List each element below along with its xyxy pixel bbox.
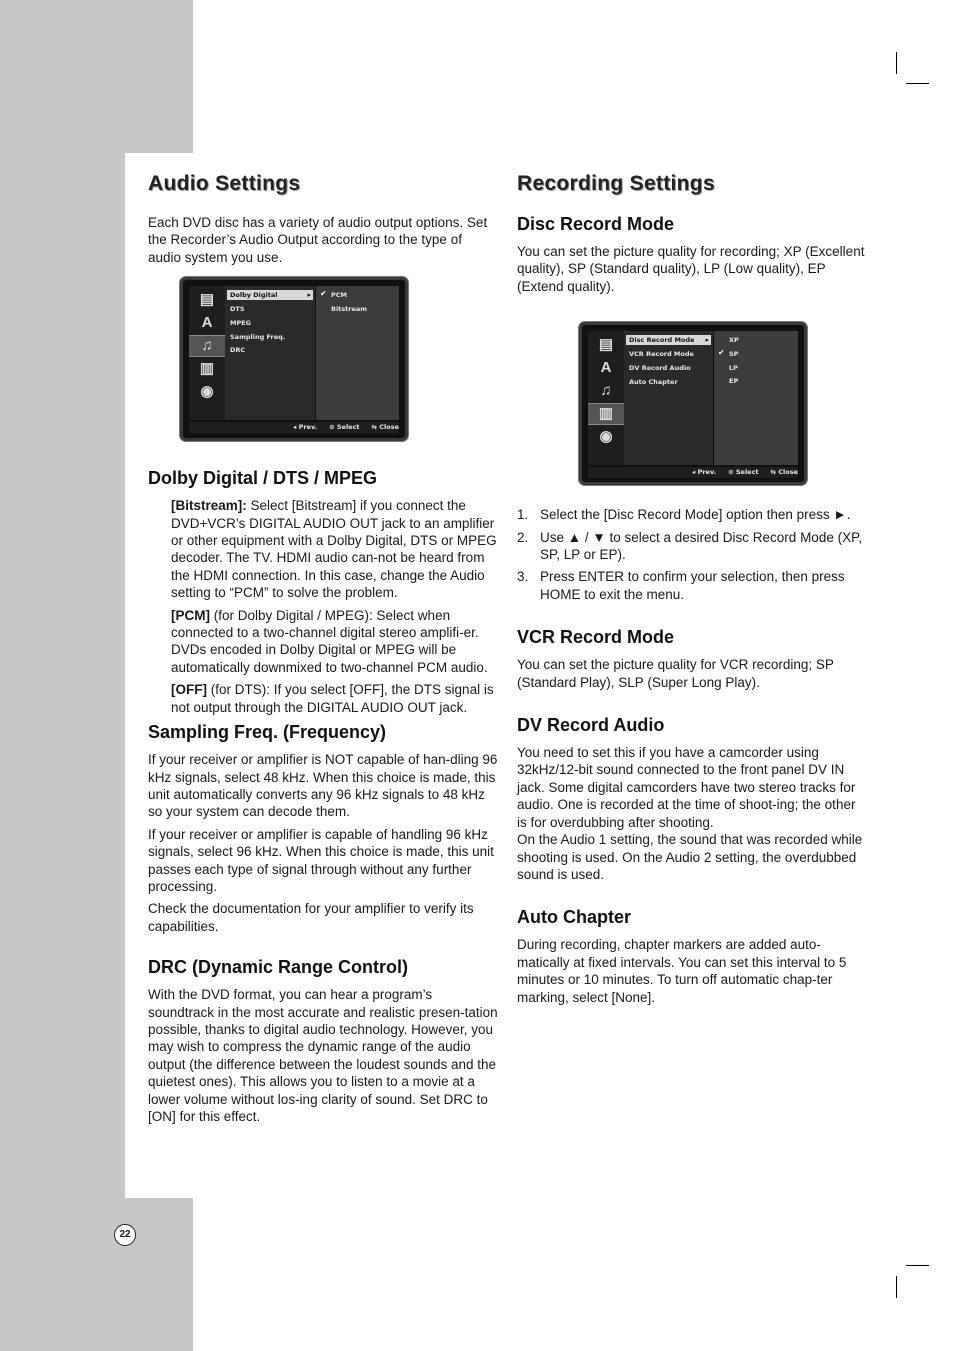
margin-band-top xyxy=(0,0,193,153)
menu-icon-column xyxy=(189,286,225,420)
bitstream-label: [Bitstream]: xyxy=(171,498,247,514)
vcr-record-text: You can set the picture quality for VCR recording; SP (Standard Play), SLP (Super Long Play). xyxy=(517,657,834,690)
page-number: 22 xyxy=(114,1224,136,1246)
disc-record-heading: Disc Record Mode xyxy=(517,214,675,234)
recording-settings-title: Recording Settings xyxy=(517,172,715,195)
menu-item-dv-record-audio: DV Record Audio xyxy=(629,364,691,372)
step-number: 3. xyxy=(517,569,529,585)
audio-settings-menu-screenshot xyxy=(180,277,408,441)
language-icon: A xyxy=(600,359,612,376)
option-sp: SP xyxy=(729,350,739,358)
menu-option-list xyxy=(316,286,399,420)
menu-icon-column xyxy=(588,331,624,465)
disc-record-steps xyxy=(517,506,867,603)
step-text: Use ▲ / ▼ to select a desired Disc Record Mode (XP, SP, LP or EP). xyxy=(540,529,863,563)
option-bitstream: Bitstream xyxy=(331,305,368,313)
record-icon: ▥ xyxy=(199,360,215,377)
step-text: Press ENTER to confirm your selection, then press HOME to exit the menu. xyxy=(540,569,845,602)
prev-hint: ◂ Prev. xyxy=(293,423,318,431)
pcm-paragraph xyxy=(148,607,498,677)
drc-heading: DRC (Dynamic Range Control) xyxy=(148,957,409,978)
pcm-label: [PCM] xyxy=(171,607,210,623)
step-item xyxy=(517,529,867,564)
menu-item-mpeg: MPEG xyxy=(230,319,252,327)
close-hint: ⇆ Close xyxy=(770,468,798,476)
disc-icon: ▤ xyxy=(598,336,614,353)
auto-chapter-heading: Auto Chapter xyxy=(517,907,631,928)
select-hint: ⊙ Select xyxy=(329,423,360,431)
menu-footer xyxy=(189,422,399,433)
pcm-text: (for Dolby Digital / MPEG): Select when connected to a two-channel digital stereo amplifi-er. DVDs encoded in Dolby Digital or MPEG will be automatically downmixed to two-channel PCM audio. xyxy=(171,607,488,675)
menu-item-dts: DTS xyxy=(230,305,245,313)
dv-record-heading: DV Record Audio xyxy=(517,715,665,736)
margin-band-bottom xyxy=(0,1198,193,1351)
dv-record-paragraph-1: You need to set this if you have a camcorder using 32kHz/12-bit sound connected to the front panel DV IN jack. Some digital camcorders have two stereo tracks for audio. One is recorded at the time of shoot-ing; the other is for overdubbing after shooting. xyxy=(517,745,856,830)
bitstream-paragraph xyxy=(148,497,498,601)
crop-mark xyxy=(896,52,897,74)
recording-settings-menu-screenshot xyxy=(579,322,807,485)
step-item xyxy=(517,506,867,523)
off-paragraph xyxy=(148,681,498,716)
menu-footer xyxy=(588,467,798,478)
off-label: [OFF] xyxy=(171,682,207,698)
disc-icon: ▤ xyxy=(199,291,215,308)
select-hint: ⊙ Select xyxy=(728,468,759,476)
crop-mark xyxy=(896,1276,897,1298)
menu-option-list xyxy=(714,331,798,465)
audio-icon: ♫ xyxy=(189,335,225,357)
close-hint: ⇆ Close xyxy=(371,423,399,431)
menu-item-drc: DRC xyxy=(230,346,246,354)
margin-band-left xyxy=(0,153,125,1198)
step-item xyxy=(517,568,867,603)
check-icon: ✔ xyxy=(320,289,327,298)
menu-item-sampling-freq: Sampling Freq. xyxy=(230,333,286,341)
option-ep: EP xyxy=(729,377,739,385)
option-lp: LP xyxy=(729,364,738,372)
off-text: (for DTS): If you select [OFF], the DTS signal is not output through the DIGITAL AUDIO OUT jack. xyxy=(171,682,494,715)
option-pcm: PCM xyxy=(331,291,348,299)
sampling-heading: Sampling Freq. (Frequency) xyxy=(148,722,387,743)
menu-item-disc-record-mode: Disc Record Mode ▸ xyxy=(626,335,711,345)
vcr-record-heading: VCR Record Mode xyxy=(517,627,675,648)
audio-intro: Each DVD disc has a variety of audio output options. Set the Recorder’s Audio Output according to the type of audio system you use. xyxy=(148,215,488,265)
lock-icon: ◉ xyxy=(200,383,214,400)
sampling-paragraph-1: If your receiver or amplifier is NOT capable of han-dling 96 kHz signals, select 48 kHz. When this choice is made, this unit automatically converts any 96 kHz signals to 48 kHz so your system can decode them. xyxy=(148,752,498,820)
menu-item-dolby-digital: Dolby Digital ▸ xyxy=(227,290,313,300)
disc-record-text: You can set the picture quality for recording; XP (Excellent quality), SP (Standard quality), LP (Low quality), EP (Extend quality). xyxy=(517,244,865,294)
step-number: 1. xyxy=(517,507,529,523)
language-icon: A xyxy=(201,314,213,331)
prev-hint: ◂ Prev. xyxy=(692,468,717,476)
crop-mark xyxy=(906,1265,929,1266)
audio-settings-title: Audio Settings xyxy=(148,172,301,195)
lock-icon: ◉ xyxy=(599,428,613,445)
menu-item-auto-chapter: Auto Chapter xyxy=(629,378,678,386)
crop-mark xyxy=(906,83,929,84)
bitstream-text: Select [Bitstream] if you connect the DVD+VCR’s DIGITAL AUDIO OUT jack to an amplifier or other equipment with a Dolby Digital, DTS or MPEG decoder. The TV. HDMI audio can-not be heard from the HDMI connection. In this case, change the Audio setting to “PCM” to solve the problem. xyxy=(171,498,497,601)
auto-chapter-text: During recording, chapter markers are added auto-matically at fixed intervals. You can set this interval to 5 minutes or 10 minutes. To turn off automatic chap-ter marking, select [None]. xyxy=(517,937,847,1005)
dv-record-paragraph-2: On the Audio 1 setting, the sound that was recorded while shooting is used. On the Audio 2 setting, the overdubbed sound is used. xyxy=(517,832,863,882)
sampling-paragraph-3: Check the documentation for your amplifier to verify its capabilities. xyxy=(148,901,474,934)
menu-item-list xyxy=(225,286,315,420)
step-text: Select the [Disc Record Mode] option then press ►. xyxy=(540,507,851,523)
drc-paragraph: With the DVD format, you can hear a program’s soundtrack in the most accurate and realistic presen-tation possible, thanks to digital audio technology. However, you may wish to compress the dynamic range of the audio output (the difference between the loudest sounds and the quietest ones). This allows you to listen to a movie at a lower volume without los-ing clarity of sound. Set DRC to [ON] for this effect. xyxy=(148,987,498,1124)
step-number: 2. xyxy=(517,529,529,545)
recording-settings-column xyxy=(517,172,867,1011)
menu-item-list xyxy=(624,331,713,465)
record-icon: ▥ xyxy=(588,403,624,425)
audio-icon: ♫ xyxy=(600,382,612,399)
check-icon: ✔ xyxy=(718,348,725,357)
dolby-heading: Dolby Digital / DTS / MPEG xyxy=(148,468,378,489)
option-xp: XP xyxy=(729,336,739,344)
sampling-paragraph-2: If your receiver or amplifier is capable of handling 96 kHz signals, select 96 kHz. When this choice is made, this unit passes each type of signal through without any further processing. xyxy=(148,826,494,894)
menu-item-vcr-record-mode: VCR Record Mode xyxy=(629,350,694,358)
